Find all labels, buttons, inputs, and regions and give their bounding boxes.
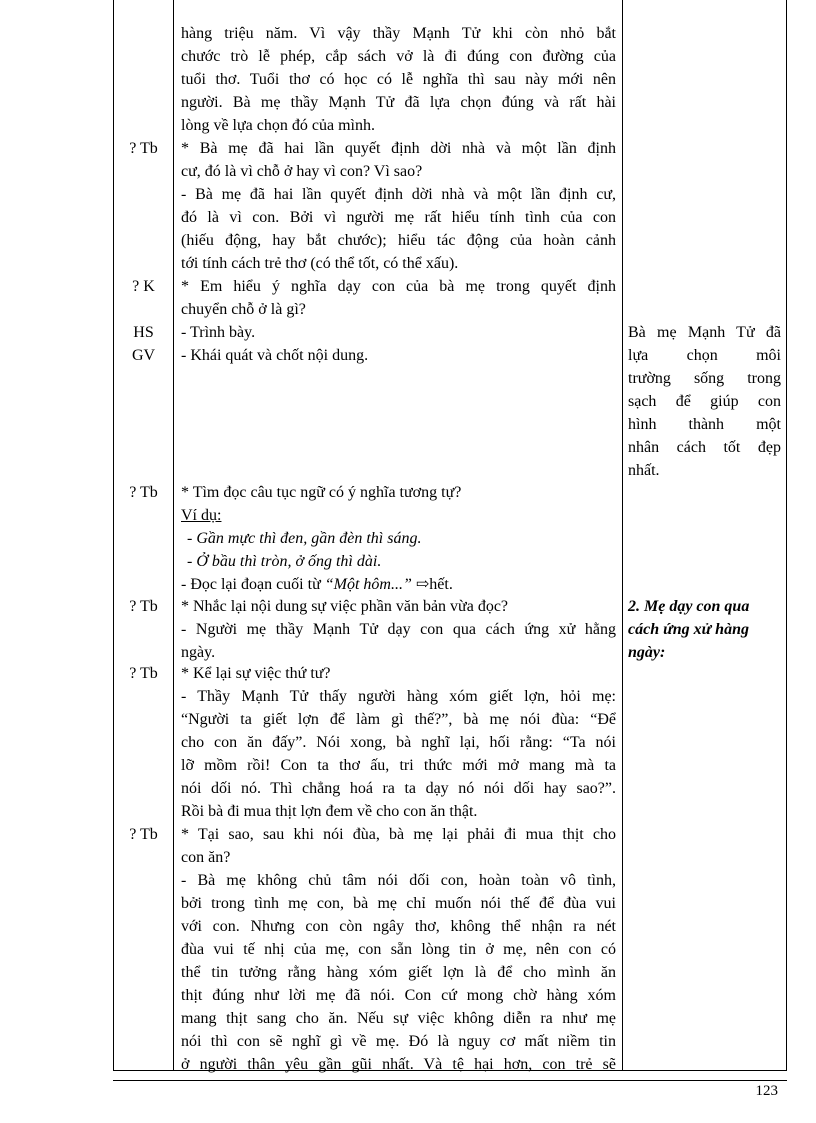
footer-rule xyxy=(113,1080,787,1081)
question-label: ? K xyxy=(132,278,155,295)
heading-line: cách ứng xử hàng xyxy=(628,621,749,638)
example-label: Ví dụ: xyxy=(181,507,222,524)
proverb: - Ở bầu thì tròn, ở ống thì dài. xyxy=(187,553,382,570)
text-line: đùa vui tế nhị của mẹ, con sẵn lòng tin ở mẹ, nên con có xyxy=(181,941,616,958)
text-line: * Kể lại sự việc thứ tư? xyxy=(181,665,331,682)
text-line: với con. Nhưng con còn ngây thơ, không thể nhận ra nét xyxy=(181,918,616,935)
text-line: Rồi bà đi mua thịt lợn đem về cho con ăn thật. xyxy=(181,803,478,820)
text-line: bởi trong tình mẹ con, bà mẹ chỉ muốn nói thế để đùa vui xyxy=(181,895,616,912)
text-line: mang thịt sang cho ăn. Nếu sự việc không diễn ra như mẹ xyxy=(181,1010,616,1027)
text-line: lòng về lựa chọn đó của mình. xyxy=(181,117,375,134)
text-line: người. Bà mẹ thầy Mạnh Tử đã lựa chọn đúng và rất hài xyxy=(181,94,616,111)
question-label: ? Tb xyxy=(129,826,158,843)
question-label: ? Tb xyxy=(129,598,158,615)
text-line: - Thầy Mạnh Tử thấy người hàng xóm giết lợn, hỏi mẹ: xyxy=(181,688,616,705)
text-line: con ăn? xyxy=(181,849,231,866)
text-line: nhất. xyxy=(628,462,660,479)
text-line: - Bà mẹ đã hai lần quyết định dời nhà và một lần định cư, xyxy=(181,186,616,203)
lesson-table xyxy=(113,0,787,1071)
text-line: chuyển chỗ ở là gì? xyxy=(181,301,306,318)
hs-text-wrap xyxy=(181,321,616,344)
text-line: “Người ta giết lợn để làm gì thế?”, bà mẹ nói đùa: “Để xyxy=(181,711,616,728)
proverb: - Gần mực thì đen, gần đèn thì sáng. xyxy=(187,530,422,547)
text-line: nói thì con sẽ nghĩ gì về mẹ. Đó là nguy cơ mất niềm tin xyxy=(181,1033,616,1050)
reread-quote: “Một hôm...” xyxy=(324,576,412,593)
reread-suffix: hết. xyxy=(429,576,453,593)
text-line: hình thành một xyxy=(628,416,781,433)
column-divider-right xyxy=(622,0,623,1070)
text-line: lựa chọn môi xyxy=(628,347,781,364)
text-line: lỡ mồm rồi! Con ta thơ ấu, tri thức mới mở mang mà ta xyxy=(181,757,616,774)
hs-label: HS xyxy=(133,324,154,341)
question-label: ? Tb xyxy=(129,665,158,682)
gv-text-wrap xyxy=(181,344,616,367)
question-text xyxy=(181,662,616,823)
heading-line: 2. Mẹ dạy con qua xyxy=(628,598,750,615)
text-line: tuổi thơ. Tuổi thơ có học có lễ nghĩa thì sau này mới nên xyxy=(181,71,616,88)
text-line: Bà mẹ Mạnh Tử đã xyxy=(628,324,781,341)
text-line: nói dối nó. Thì chẳng hoá ra ta dạy nó nói dối hay sao?”. xyxy=(181,780,616,797)
question-label: ? Tb xyxy=(129,484,158,501)
text-line: (hiếu động, hay bắt chước); hiểu tác động của hoàn cảnh xyxy=(181,232,616,249)
question-text xyxy=(181,481,616,596)
text-line: * Tại sao, sau khi nói đùa, bà mẹ lại phải đi mua thịt cho xyxy=(181,826,616,843)
text-line: ngày. xyxy=(181,644,216,661)
question-text xyxy=(181,137,616,275)
arrow-icon: ⇨ xyxy=(415,576,430,593)
text-line: thịt đúng như lời mẹ đã nói. Con cứ mong chờ hàng xóm xyxy=(181,987,616,1004)
text-line: * Nhắc lại nội dung sự việc phần văn bản vừa đọc? xyxy=(181,598,509,615)
text-line: * Em hiểu ý nghĩa dạy con của bà mẹ trong quyết định xyxy=(181,278,616,295)
text-line: ở người thân yêu gần gũi nhất. Và tệ hại hơn, con trẻ sẽ xyxy=(181,1056,616,1073)
text-line: * Bà mẹ đã hai lần quyết định dời nhà và một lần định xyxy=(181,140,616,157)
text-line: trường sống trong xyxy=(628,370,781,387)
section-heading xyxy=(628,595,781,664)
gv-label: GV xyxy=(131,347,156,364)
text-line: sạch để giúp con xyxy=(628,393,781,410)
text-line: - Bà mẹ không chủ tâm nói dối con, hoàn toàn vô tình, xyxy=(181,872,616,889)
text-line: * Tìm đọc câu tục ngữ có ý nghĩa tương tự? xyxy=(181,484,462,501)
text-line: tới tính cách trẻ thơ (có thể tốt, có thể xấu). xyxy=(181,255,459,272)
text-line: cho con ăn đấy”. Nói xong, bà nghĩ lại, hối rằng: “Ta nói xyxy=(181,734,616,751)
text-line: nhân cách tốt đẹp xyxy=(628,439,781,456)
question-label: ? Tb xyxy=(129,140,158,157)
text-line: thể tin tưởng rằng hàng xóm giết lợn là để cho mình ăn xyxy=(181,964,616,981)
question-text xyxy=(181,275,616,321)
question-text xyxy=(181,823,616,1076)
text-line: - Người mẹ thầy Mạnh Tử dạy con qua cách ứng xử hằng xyxy=(181,621,616,638)
conclusion-text xyxy=(628,321,781,482)
text-line: hàng triệu năm. Vì vậy thầy Mạnh Tử khi còn nhỏ bắt xyxy=(181,25,616,42)
reread-line xyxy=(181,573,616,596)
gv-text: - Khái quát và chốt nội dung. xyxy=(181,347,369,364)
question-text xyxy=(181,595,616,664)
page-number: 123 xyxy=(755,1083,778,1099)
top-text xyxy=(181,22,616,137)
heading-line: ngày: xyxy=(628,644,666,661)
column-divider-left xyxy=(173,0,174,1070)
text-line: cư, đó là vì chỗ ở hay vì con? Vì sao? xyxy=(181,163,423,180)
reread-prefix: - Đọc lại đoạn cuối từ xyxy=(181,576,325,593)
text-line: chước trò lễ phép, cắp sách vở là đi đúng con đường của xyxy=(181,48,616,65)
hs-text: - Trình bày. xyxy=(181,324,256,341)
text-line: đó là vì con. Bởi vì người mẹ rất hiểu tính tình của con xyxy=(181,209,616,226)
